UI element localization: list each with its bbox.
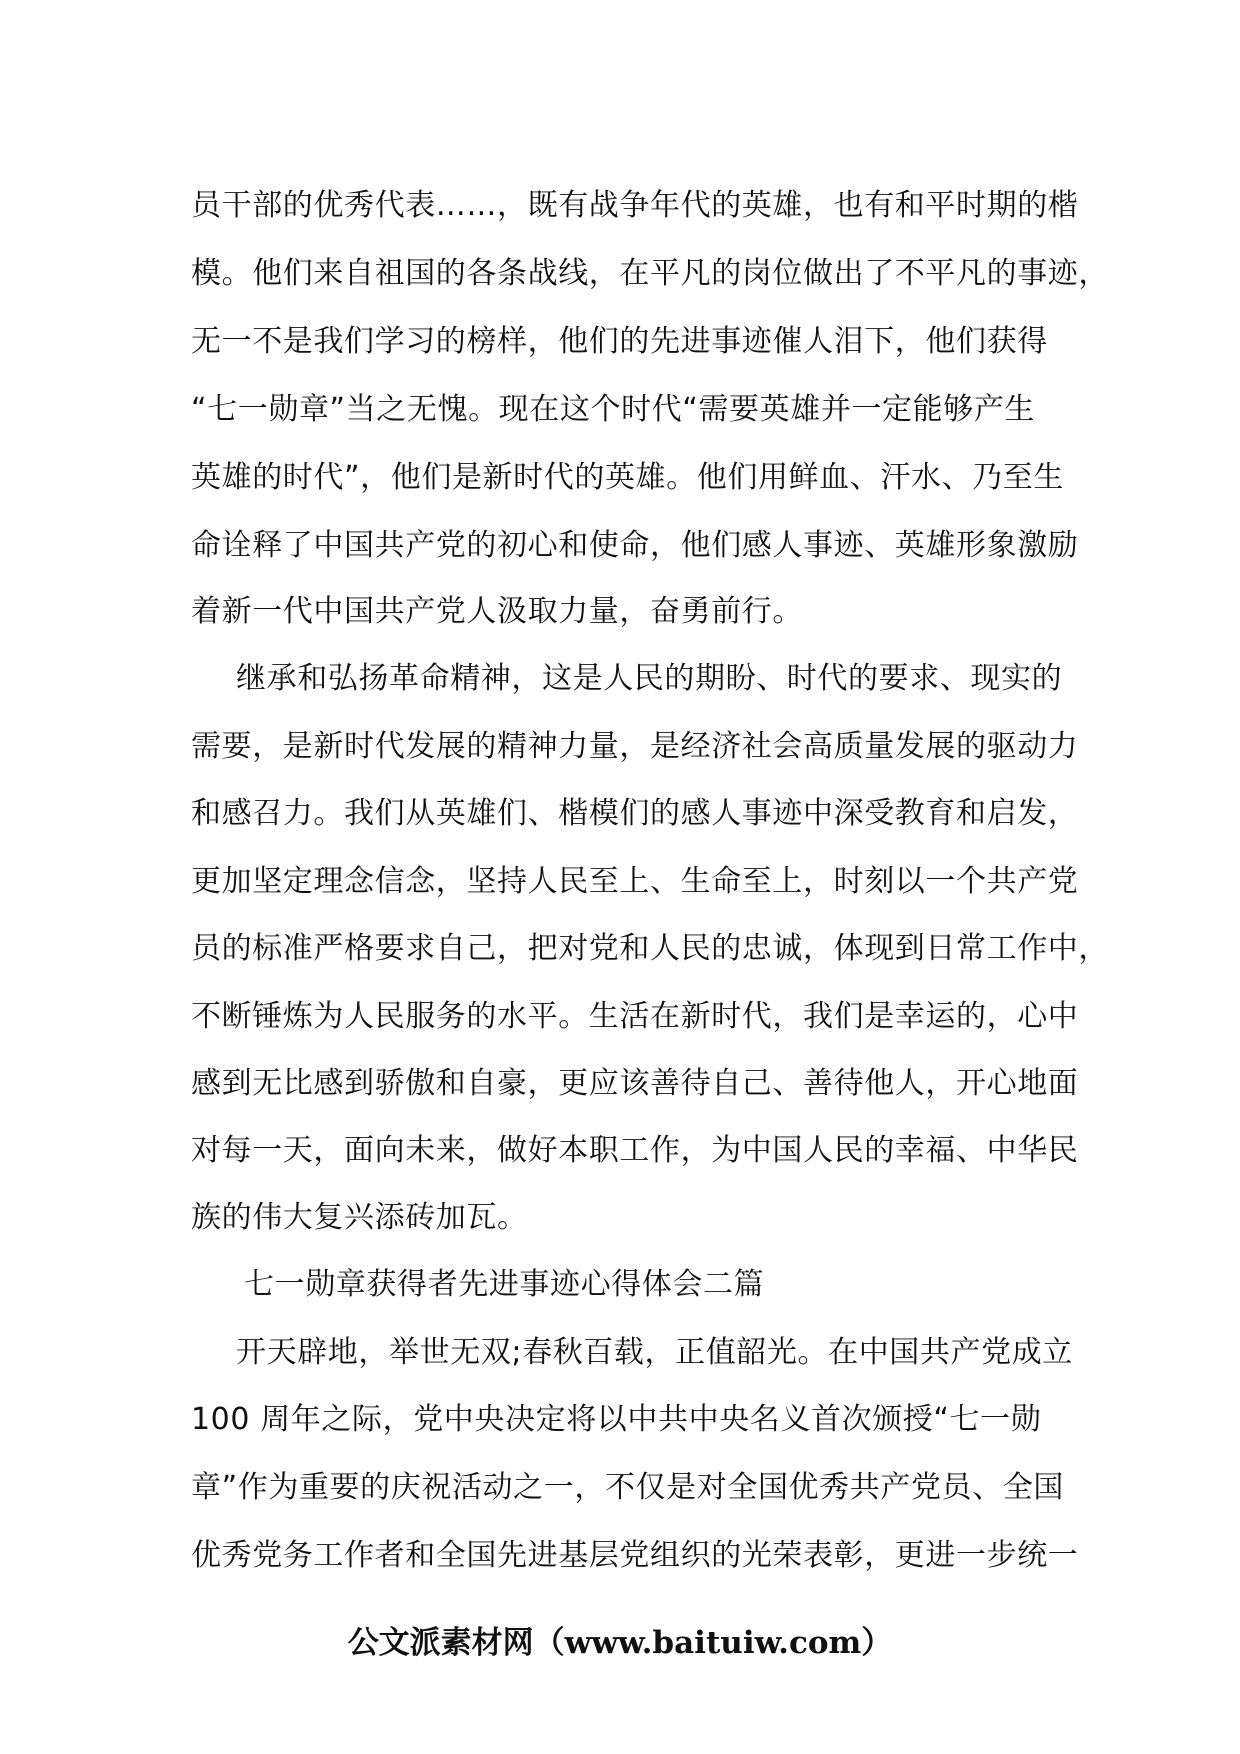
text-line: 员的标准严格要求自己，把对党和人民的忠诚，体现到日常工作中， — [191, 931, 1109, 966]
text-line: 优秀党务工作者和全国先进基层党组织的光荣表彰，更进一步统一 — [191, 1538, 1079, 1573]
text-line: 需要，是新时代发展的精神力量，是经济社会高质量发展的驱动力 — [191, 729, 1079, 764]
paragraph-first-line: 开天辟地，举世无双;春秋百载，正值韶光。在中国共产党成立 — [236, 1335, 1073, 1370]
text-line: 命诠释了中国共产党的初心和使命，他们感人事迹、英雄形象激励 — [191, 528, 1079, 563]
text-line: 更加坚定理念信念，坚持人民至上、生命至上，时刻以一个共产党 — [191, 864, 1079, 899]
text-line: 英雄的时代”，他们是新时代的英雄。他们用鲜血、汗水、乃至生 — [191, 460, 1064, 495]
text-line: 不断锤炼为人民服务的水平。生活在新时代，我们是幸运的，心中 — [191, 999, 1079, 1034]
text-line: 着新一代中国共产党人汲取力量，奋勇前行。 — [191, 594, 803, 629]
paragraph-first-line: 继承和弘扬革命精神，这是人民的期盼、时代的要求、现实的 — [236, 661, 1063, 696]
footer-watermark: 公文派素材网（www.baituiw.com） — [347, 1625, 893, 1661]
text-line: 对每一天，面向未来，做好本职工作，为中国人民的幸福、中华民 — [191, 1133, 1079, 1168]
text-line: 模。他们来自祖国的各条战线，在平凡的岗位做出了不平凡的事迹， — [191, 256, 1109, 291]
text-line: 100 周年之际，党中央决定将以中共中央名义首次颁授“七一勋 — [191, 1402, 1042, 1437]
text-line: 无一不是我们学习的榜样，他们的先进事迹催人泪下，他们获得 — [191, 324, 1048, 359]
text-line: 员干部的优秀代表……，既有战争年代的英雄，也有和平时期的楷 — [191, 188, 1079, 223]
text-line: “七一勋章”当之无愧。现在这个时代“需要英雄并一定能够产生 — [191, 392, 1036, 427]
text-line: 章”作为重要的庆祝活动之一，不仅是对全国优秀共产党员、全国 — [191, 1470, 1064, 1505]
text-line: 感到无比感到骄傲和自豪，更应该善待自己、善待他人，开心地面 — [191, 1066, 1079, 1101]
text-line: 族的伟大复兴添砖加瓦。 — [191, 1200, 528, 1235]
section-heading: 七一勋章获得者先进事迹心得体会二篇 — [244, 1267, 765, 1302]
text-line: 和感召力。我们从英雄们、楷模们的感人事迹中深受教育和启发， — [191, 796, 1079, 831]
